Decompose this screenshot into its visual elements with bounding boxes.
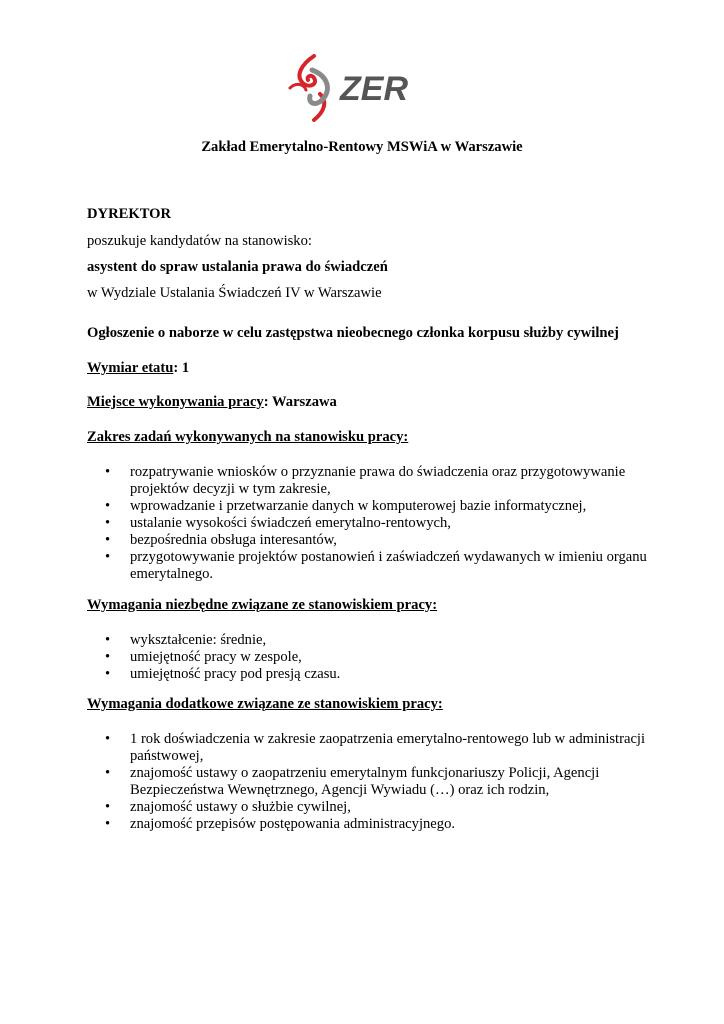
employment-label: Wymiar etatu [87,360,174,376]
employment-row [87,360,189,377]
list-item: • znajomość ustawy o zaopatrzeniu emerytalnym funkcjonariuszy Policji, Agencji Bezpieczeństwa Wewnętrznego, Agencji Wywiadu (…) oraz ich rodzin, [87,765,647,799]
list-item: • rozpatrywanie wniosków o przyznanie prawa do świadczenia oraz przygotowywanie projektów decyzji w tym zakresie, [87,464,647,498]
list-item: • 1 rok doświadczenia w zakresie zaopatrzenia emerytalno-rentowego lub w administracji państwowej, [87,731,647,765]
location-value: : Warszawa [263,394,337,410]
department-text: w Wydziale Ustalania Świadczeń IV w Warszawie [87,285,382,301]
logo-text: ZER [340,70,408,108]
list-item: • wprowadzanie i przetwarzanie danych w komputerowej bazie informatycznej, [87,498,647,515]
list-item: • umiejętność pracy pod presją czasu. [87,666,647,683]
announcement-heading: Ogłoszenie o naborze w celu zastępstwa nieobecnego członka korpusu służby cywilnej [87,325,619,341]
list-item: • ustalanie wysokości świadczeń emerytalno-rentowych, [87,515,647,532]
list-item: • przygotowywanie projektów postanowień i zaświadczeń wydawanych w imieniu organu emerytalnego. [87,549,647,583]
list-item: • znajomość przepisów postępowania administracyjnego. [87,816,647,833]
zer-logo [284,50,444,124]
list-item: • bezpośrednia obsługa interesantów, [87,532,647,549]
director-heading: DYREKTOR [87,206,172,222]
list-item: • umiejętność pracy w zespole, [87,649,647,666]
institution-title: Zakład Emerytalno-Rentowy MSWiA w Warszawie [201,139,523,155]
list-item: • znajomość ustawy o służbie cywilnej, [87,799,647,816]
location-row [87,394,337,411]
duties-heading: Zakres zadań wykonywanych na stanowisku pracy: [87,429,409,445]
employment-value: : 1 [173,360,190,376]
location-label: Miejsce wykonywania pracy [87,394,264,410]
required-list [87,632,647,683]
required-heading: Wymagania niezbędne związane ze stanowiskiem pracy: [87,597,438,613]
zer-swirl-logo-icon [284,50,444,124]
duties-list [87,464,647,583]
additional-heading: Wymagania dodatkowe związane ze stanowiskiem pracy: [87,696,443,712]
position-title: asystent do spraw ustalania prawa do świadczeń [87,259,388,275]
seeking-text: poszukuje kandydatów na stanowisko: [87,233,312,249]
list-item: • wykształcenie: średnie, [87,632,647,649]
additional-list [87,731,647,833]
